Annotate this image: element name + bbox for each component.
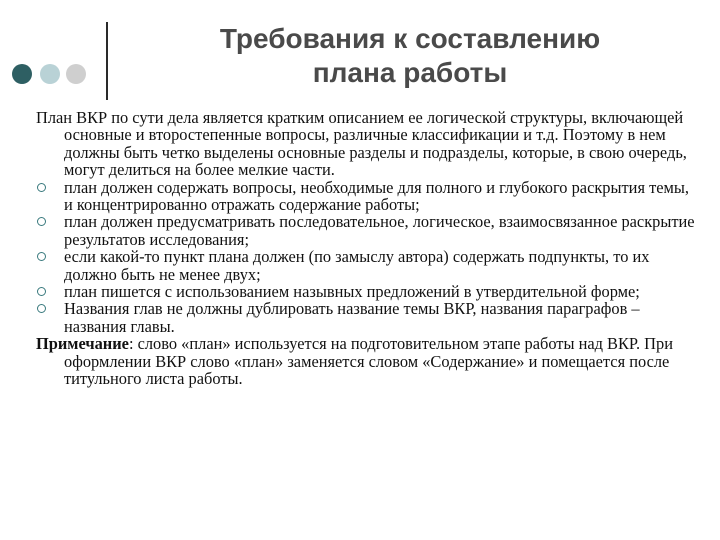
note-text: : слово «план» используется на подготовительном этапе работы над ВКР. При оформлении ВКР слово «план» заменяется словом «Содержание» и помещается после титульного листа работы.: [64, 334, 673, 389]
slide-title-line-2: плана работы: [312, 57, 508, 88]
list-item-text: план пишется с использованием назывных предложений в утвердительной форме;: [64, 282, 640, 302]
ring-bullet-icon: [37, 287, 46, 296]
list-item: [36, 283, 696, 300]
list-item: [36, 179, 696, 214]
list-item-text: если какой-то пункт плана должен (по замыслу автора) содержать подпункты, то их должно быть не менее двух;: [64, 247, 650, 284]
list-item-text: план должен предусматривать последовательное, логическое, взаимосвязанное раскрытие результатов исследования;: [64, 212, 695, 249]
note-paragraph: [36, 335, 696, 387]
title-divider: [106, 22, 108, 100]
ring-bullet-icon: [37, 217, 46, 226]
dot-light-icon: [40, 64, 60, 84]
list-item: [36, 248, 696, 283]
ring-bullet-icon: [37, 183, 46, 192]
list-item-text: план должен содержать вопросы, необходимые для полного и глубокого раскрытия темы, и концентрированно отражать содержание работы;: [64, 177, 690, 215]
ring-bullet-icon: [37, 304, 46, 313]
slide-body: [36, 109, 696, 388]
dot-dark-icon: [12, 64, 32, 84]
ring-bullet-icon: [37, 252, 46, 261]
list-item: [36, 213, 696, 248]
intro-paragraph: План ВКР по сути дела является кратким описанием ее логической структуры, включающей основные и второстепенные вопросы, различные классификации и т.д. Поэтому в нем должны быть четко выделены основные разделы и подразделы, которые, в свою очередь, могут делиться на более мелкие части.: [36, 108, 687, 180]
dot-gray-icon: [66, 64, 86, 84]
list-item-text: Названия глав не должны дублировать название темы ВКР, названия параграфов – названия главы.: [64, 299, 640, 336]
note-label: Примечание: [36, 334, 129, 354]
slide-title-line-1: Требования к составлению: [219, 23, 601, 54]
list-item: [36, 300, 696, 335]
slide-title: [120, 22, 700, 90]
